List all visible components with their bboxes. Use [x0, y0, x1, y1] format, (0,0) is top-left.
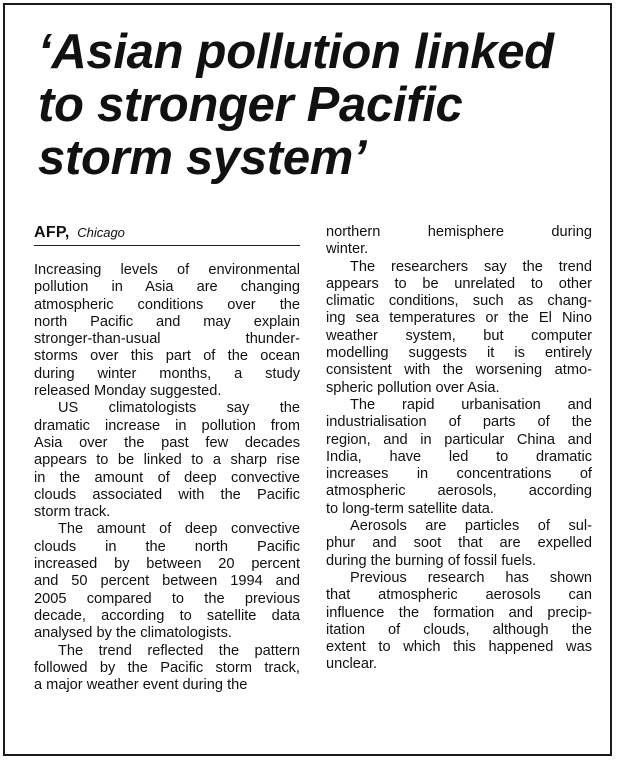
article-paragraph	[326, 570, 592, 674]
article-text-line: atmospheric aerosols, according	[326, 483, 592, 500]
article-text-line: storm track.	[34, 504, 111, 521]
article-text-line: US climatologists say the	[58, 400, 300, 417]
article-paragraph	[34, 521, 300, 642]
article-text-line: clouds in the north Pacific	[34, 538, 300, 555]
article-text-line: appears to be linked to a sharp rise	[34, 452, 300, 469]
article-text-line: decade, according to satellite data	[34, 607, 300, 624]
article-text-line: atmospheric conditions over the	[34, 296, 300, 313]
article-text-line: Previous research has shown	[350, 569, 592, 586]
article-text-line: and 50 percent between 1994 and	[34, 573, 300, 590]
article-text-line: Increasing levels of environmental	[34, 262, 300, 278]
article-text-line: dramatic increase in pollution from	[34, 417, 300, 434]
article-text-line: increases in concentrations of	[326, 466, 592, 483]
article-text-line: region, and in particular China and	[326, 431, 592, 448]
article-text-line: followed by the Pacific storm track,	[34, 659, 300, 676]
byline	[34, 223, 300, 246]
article-text-line: north Pacific and may explain	[34, 313, 300, 330]
article-text-line: spheric pollution over Asia.	[326, 379, 500, 396]
article-text-line: Asia over the past few decades	[34, 434, 300, 451]
article-text-line: in the amount of deep convective	[34, 469, 300, 486]
article-text-line: The researchers say the trend	[350, 258, 592, 275]
article-paragraph	[326, 224, 592, 259]
byline-city: Chicago	[77, 225, 125, 240]
article-paragraph	[326, 397, 592, 518]
article-column-right	[326, 224, 592, 674]
article-text-line: during the burning of fossil fuels.	[326, 552, 537, 569]
article-text-line: stronger-than-usual thunder-	[34, 331, 300, 348]
article-text-line: weather system, but computer	[326, 327, 592, 344]
article-text-line: increased by between 20 percent	[34, 556, 300, 573]
article-text-line: India, have led to dramatic	[326, 448, 592, 465]
article-text-line: climatic conditions, such as chang-	[326, 293, 592, 310]
article-text-line: The amount of deep convective	[58, 521, 300, 538]
article-text-line: itation of clouds, although the	[326, 621, 592, 638]
article-text-line: Aerosols are particles of sul-	[350, 518, 592, 535]
article-text-line: released Monday suggested.	[34, 383, 222, 400]
article-text-line: consistent with the worsening atmo-	[326, 362, 592, 379]
article-text-line: pollution in Asia are changing	[34, 279, 300, 296]
article-paragraph	[326, 259, 592, 397]
article-text-line: winter.	[326, 241, 369, 258]
article-text-line: that atmospheric aerosols can	[326, 587, 592, 604]
article-text-line: phur and soot that are expelled	[326, 535, 592, 552]
article-text-line: clouds associated with the Pacific	[34, 486, 300, 503]
article-text-line: modelling suggests it is entirely	[326, 345, 592, 362]
article-text-line: to long-term satellite data.	[326, 500, 494, 517]
article-text-line: ing sea temperatures or the El Nino	[326, 310, 592, 327]
article-text-line: 2005 compared to the previous	[34, 590, 300, 607]
article-text-line: extent to which this happened was	[326, 639, 592, 656]
article-paragraph	[34, 643, 300, 695]
article-text-line: The trend reflected the pattern	[58, 642, 300, 659]
article-text-line: unclear.	[326, 656, 378, 673]
byline-agency: AFP,	[34, 224, 70, 241]
article-text-line: industrialisation of parts of the	[326, 414, 592, 431]
article-text-line: The rapid urbanisation and	[350, 396, 592, 413]
article-paragraph	[34, 262, 300, 400]
article-text-line: a major weather event during the	[34, 677, 248, 694]
article-text-line: during winter months, a study	[34, 365, 300, 382]
article-text-line: influence the formation and precip-	[326, 604, 592, 621]
article-text-line: storms over this part of the ocean	[34, 348, 300, 365]
article-text-line: appears to be unrelated to other	[326, 275, 592, 292]
article-paragraph	[326, 518, 592, 570]
headline-line: ‘Asian pollution linked	[38, 25, 554, 79]
article-column-left	[34, 262, 300, 694]
headline	[38, 26, 598, 185]
article-text-line: analysed by the climatologists.	[34, 625, 232, 642]
article-paragraph	[34, 400, 300, 521]
article-text-line: northern hemisphere during	[326, 224, 592, 240]
headline-line: storm system’	[38, 131, 367, 185]
headline-line: to stronger Pacific	[38, 78, 463, 132]
